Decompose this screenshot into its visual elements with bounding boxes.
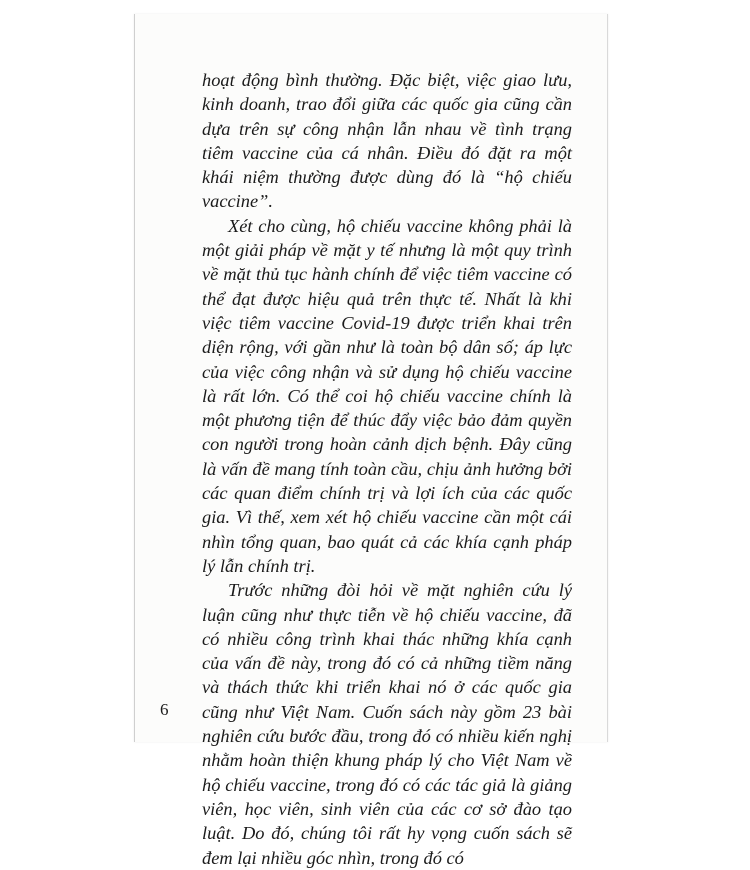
paragraph-1: hoạt động bình thường. Đặc biệt, việc giao lưu, kinh doanh, trao đổi giữa các quốc gia cũng cần dựa trên sự công nhận lẫn nhau về tình trạng tiêm vaccine của cá nhân. Điều đó đặt ra một khái niệm thường được dùng đó là “hộ chiếu vaccine”. [202, 70, 572, 212]
paragraph-2: Xét cho cùng, hộ chiếu vaccine không phải là một giải pháp về mặt y tế nhưng là một quy trình về mặt thủ tục hành chính để việc tiêm vaccine có thể đạt được hiệu quả trên thực tế. Nhất là khi việc tiêm vaccine Covid-19 được triển khai trên diện rộng, với gần như là toàn bộ dân số; áp lực của việc công nhận và sử dụng hộ chiếu vaccine là rất lớn. Có thể coi hộ chiếu vaccine chính là một phương tiện để thúc đẩy việc bảo đảm quyền con người trong hoàn cảnh dịch bệnh. Đây cũng là vấn đề mang tính toàn cầu, chịu ảnh hưởng bởi các quan điểm chính trị và lợi ích của các quốc gia. Vì thế, xem xét hộ chiếu vaccine cần một cái nhìn tổng quan, bao quát cả các khía cạnh pháp lý lẫn chính trị. [202, 215, 572, 576]
paragraph-3: Trước những đòi hỏi về mặt nghiên cứu lý luận cũng như thực tiễn về hộ chiếu vaccine, đã có nhiều công trình khai thác những khía cạnh của vấn đề này, trong đó có cả những tiềm năng và thách thức khi triển khai nó ở các quốc gia cũng như Việt Nam. Cuốn sách này gồm 23 bài nghiên cứu bước đầu, trong đó có nhiều kiến nghị nhằm hoàn thiện khung pháp lý cho Việt Nam về hộ chiếu vaccine, trong đó có các tác giả là giảng viên, học viên, sinh viên của các cơ sở đào tạo luật. Do đó, chúng tôi rất hy vọng cuốn sách sẽ đem lại nhiều góc nhìn, trong đó có [202, 580, 572, 868]
page-number: 6 [160, 700, 169, 719]
